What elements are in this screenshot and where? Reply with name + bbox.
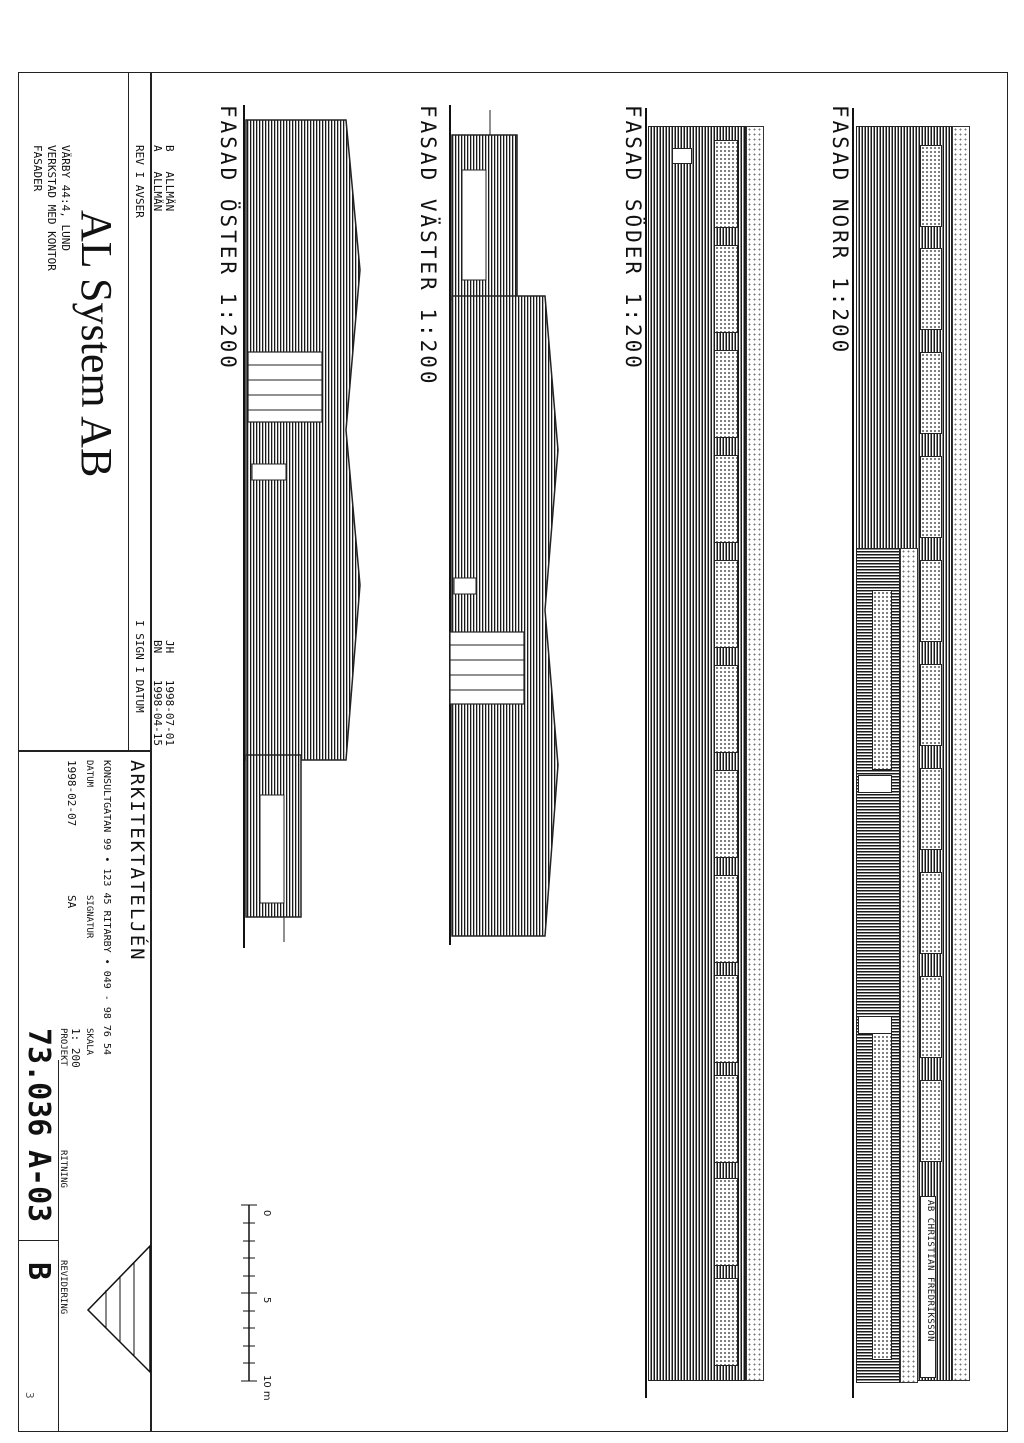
north-canopy	[900, 548, 918, 1383]
south-window	[714, 770, 738, 858]
revision-a: A ALLMÄN	[151, 145, 164, 212]
projekt-label: PROJEKT	[58, 1028, 68, 1066]
south-window	[714, 1075, 738, 1163]
signatur-label: SIGNATUR	[84, 895, 94, 939]
south-facade-plinth	[746, 126, 764, 1381]
south-window	[714, 665, 738, 753]
north-entrance-door	[858, 1016, 892, 1034]
north-window	[920, 352, 942, 434]
north-window	[920, 145, 942, 227]
south-ground-line	[645, 108, 647, 1398]
ritning-label: RITNING	[58, 1150, 68, 1188]
scale-label-5: 5	[261, 1297, 272, 1304]
south-window	[714, 875, 738, 963]
elevation-title-oster: FASAD ÖSTER 1:200	[216, 105, 240, 371]
architect-logo	[84, 1240, 154, 1380]
south-window	[714, 975, 738, 1063]
north-window	[920, 976, 942, 1058]
company-name: AL System AB	[72, 210, 121, 478]
project-line-3: FASADER	[31, 145, 44, 192]
north-office-windows	[872, 590, 892, 770]
south-window	[714, 350, 738, 438]
signatur-value: SA	[65, 895, 78, 909]
revision-b: B ALLMÄN	[163, 145, 176, 212]
south-small-door	[672, 148, 692, 164]
ritning-number: A-03	[21, 1150, 56, 1223]
title-block-field-line	[18, 1240, 58, 1241]
sign-header: I SIGN I DATUM	[133, 620, 146, 713]
south-window	[714, 140, 738, 228]
title-block-field-line	[58, 1060, 59, 1432]
north-window	[920, 664, 942, 746]
datum-label: DATUM	[84, 760, 94, 788]
project-line-2: VERKSTAD MED KONTOR	[45, 145, 58, 271]
east-facade-drawing	[238, 100, 378, 960]
elevation-title-norr: FASAD NORR 1:200	[828, 105, 852, 356]
scale-label-0: 0	[261, 1210, 272, 1217]
revision-table-line	[128, 72, 129, 752]
north-entrance-door	[858, 775, 892, 793]
north-window	[920, 560, 942, 642]
west-facade-drawing	[440, 100, 580, 960]
north-window	[920, 768, 942, 850]
south-window	[714, 560, 738, 648]
scale-bar	[235, 1195, 275, 1390]
north-office-windows	[872, 1030, 892, 1360]
scale-label-10: 10 m	[261, 1375, 272, 1401]
elevation-title-soder: FASAD SÖDER 1:200	[621, 105, 645, 371]
north-window	[920, 456, 942, 538]
north-facade-plinth	[952, 126, 970, 1381]
north-window	[920, 1080, 942, 1162]
corner-mark: 3	[23, 1392, 36, 1399]
revision-b-sign: JH 1998-07-01	[163, 640, 176, 746]
south-window	[714, 245, 738, 333]
title-block-border	[150, 72, 152, 1432]
revidering-letter: B	[21, 1262, 56, 1281]
skala-value: 1: 200	[69, 1028, 82, 1068]
north-window	[920, 872, 942, 954]
north-ground-line	[852, 108, 854, 1398]
title-block-divider	[18, 750, 152, 752]
project-line-1: VÄRBY 44:4, LUND	[59, 145, 72, 251]
revision-a-sign: BN 1998-04-15	[151, 640, 164, 746]
projekt-number: 73.036	[21, 1028, 56, 1137]
south-window	[714, 1278, 738, 1366]
architect-address: KONSULTGATAN 99 • 123 45 RITARBY • 049 - 98 76 54	[101, 760, 112, 1056]
elevation-title-vaster: FASAD VÄSTER 1:200	[416, 105, 440, 387]
skala-label: SKALA	[84, 1028, 94, 1056]
south-window	[714, 455, 738, 543]
datum-value: 1998-02-07	[65, 760, 78, 827]
revision-header: REV I AVSER	[133, 145, 146, 218]
architect-name: ARKITEKTATELJÉN	[126, 760, 148, 962]
building-sign-text: AB CHRISTIAN FREDRIKSSON	[925, 1200, 935, 1343]
revidering-label: REVIDERING	[58, 1260, 68, 1315]
north-window	[920, 248, 942, 330]
south-window	[714, 1178, 738, 1266]
